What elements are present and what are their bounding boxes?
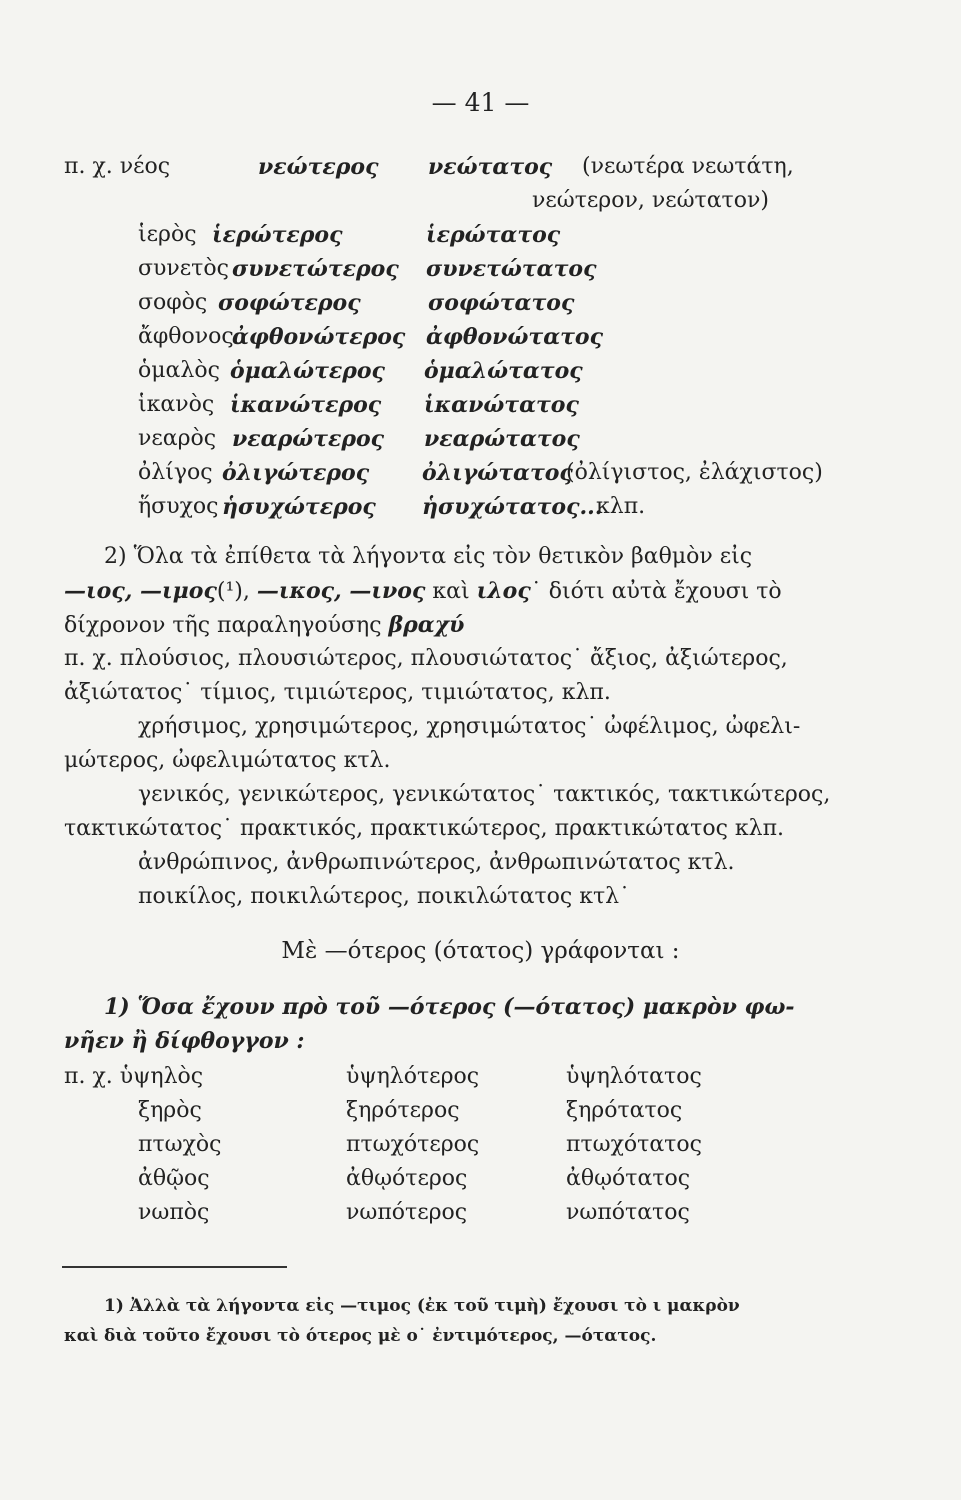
form-note: κλπ. [596, 494, 646, 519]
comparative-form: νεώτερος [258, 154, 379, 180]
form-note: (ὀλίγιστος, ἐλάχιστος) [566, 460, 823, 485]
comparative-form: ξηρότερος [346, 1098, 460, 1123]
comparative-form: ἀθῳότερος [346, 1166, 468, 1191]
positive-form: ἱκανὸς [138, 392, 215, 417]
positive-form: π. χ. νέος [64, 154, 171, 179]
text-line: χρήσιμος, χρησιμώτερος, χρησιμώτατος˙ ὠφέλιμος, ὠφελι- [138, 714, 801, 739]
text-line: π. χ. πλούσιος, πλουσιώτερος, πλουσιώτατος˙ ἄξιος, ἀξιώτερος, [64, 646, 788, 671]
comparative-form: πτωχότερος [346, 1132, 480, 1157]
comparative-form: ἱκανώτερος [230, 392, 382, 418]
positive-form: ὁμαλὸς [138, 358, 220, 383]
positive-form: νωπὸς [138, 1200, 210, 1225]
text-line: γενικός, γενικώτερος, γενικώτατος˙ τακτικός, τακτικώτερος, [138, 782, 831, 807]
page-number: — 41 — [431, 88, 530, 117]
positive-form: νεαρὸς [138, 426, 217, 451]
ending-text: —ιος, —ιμος [64, 578, 217, 604]
footnote-ref: (¹), [216, 579, 257, 604]
positive-form: π. χ. ὑψηλὸς [64, 1064, 204, 1089]
text-line [64, 580, 782, 603]
text-line: ἀνθρώπινος, ἀνθρωπινώτερος, ἀνθρωπινώτατος κτλ. [138, 850, 735, 875]
positive-form: σοφὸς [138, 290, 208, 315]
superlative-form: ἡσυχώτατος... [422, 494, 603, 520]
comparative-form: σοφώτερος [218, 290, 361, 316]
comparative-form: ὀλιγώτερος [222, 460, 370, 486]
comparative-form: συνετώτερος [232, 256, 399, 282]
ending-text: —ικος, —ινος [256, 578, 426, 604]
positive-form: ἥσυχος [138, 494, 219, 519]
text-fragment: καὶ [425, 579, 477, 604]
superlative-form: πτωχότατος [566, 1132, 702, 1157]
superlative-form: ξηρότατος [566, 1098, 683, 1123]
emphasis-text: βραχύ [388, 612, 465, 638]
superlative-form: ὁμαλώτατος [424, 358, 583, 384]
section-heading: Μὲ —ότερος (ότατος) γράφονται : [281, 938, 680, 964]
superlative-form: ἱερώτατος [426, 222, 561, 248]
text-line: 2) Ὅλα τὰ ἐπίθετα τὰ λήγοντα εἰς τὸν θετικὸν βαθμὸν εἰς [104, 544, 753, 569]
footnote-line: καὶ διὰ τοῦτο ἔχουσι τὸ ότερος μὲ ο˙ ἐντιμότερος, —ότατος. [64, 1326, 657, 1346]
text-line: ποικίλος, ποικιλώτερος, ποικιλώτατος κτλ˙ [138, 884, 631, 909]
comparative-form: ὁμαλώτερος [230, 358, 385, 384]
comparative-form: νωπότερος [346, 1200, 468, 1225]
superlative-form: ἱκανώτατος [424, 392, 579, 418]
superlative-form: ὀλιγώτατος [422, 460, 573, 486]
text-line: τακτικώτατος˙ πρακτικός, πρακτικώτερος, πρακτικώτατος κλπ. [64, 816, 785, 841]
form-note: (νεωτέρα νεωτάτη, [582, 154, 794, 179]
footnote-line: 1) Ἀλλὰ τὰ λήγοντα εἰς —τιμος (ἐκ τοῦ τιμὴ) ἔχουσι τὸ ι μακρὸν [104, 1296, 740, 1316]
ending-text: ιλος [476, 578, 531, 604]
superlative-form: ἀθῳότατος [566, 1166, 691, 1191]
superlative-form: σοφώτατος [428, 290, 575, 316]
superlative-form: συνετώτατος [426, 256, 597, 282]
positive-form: ἄφθονος [138, 324, 234, 349]
superlative-form: νεαρώτατος [424, 426, 580, 452]
comparative-form: ἡσυχώτερος [222, 494, 376, 520]
text-fragment: δίχρονον τῆς παραληγούσης [64, 613, 389, 638]
text-line: 1) Ὅσα ἔχουν πρὸ τοῦ —ότερος (—ότατος) μακρὸν φω- [104, 994, 795, 1020]
positive-form: ἱερὸς [138, 222, 197, 247]
positive-form: ἀθῷος [138, 1166, 210, 1191]
superlative-form: ὑψηλότατος [566, 1064, 702, 1089]
positive-form: συνετὸς [138, 256, 229, 281]
text-line: ἀξιώτατος˙ τίμιος, τιμιώτερος, τιμιώτατος, κλπ. [64, 680, 611, 705]
text-line: μώτερος, ὠφελιμώτατος κτλ. [64, 748, 391, 773]
comparative-form: ἀφθονώτερος [232, 324, 406, 350]
comparative-form: νεαρώτερος [232, 426, 385, 452]
text-line [64, 614, 464, 637]
form-note: νεώτερον, νεώτατον) [532, 188, 769, 213]
superlative-form: νωπότατος [566, 1200, 690, 1225]
footnote-divider [62, 1266, 287, 1268]
superlative-form: ἀφθονώτατος [426, 324, 603, 350]
positive-form: πτωχὸς [138, 1132, 222, 1157]
positive-form: ὀλίγος [138, 460, 213, 485]
superlative-form: νεώτατος [428, 154, 553, 180]
text-line: νῆεν ἢ δίφθογγον : [64, 1028, 305, 1054]
comparative-form: ἱερώτερος [212, 222, 343, 248]
positive-form: ξηρὸς [138, 1098, 202, 1123]
comparative-form: ὑψηλότερος [346, 1064, 480, 1089]
text-fragment: ˙ διότι αὐτὰ ἔχουσι τὸ [530, 579, 782, 604]
